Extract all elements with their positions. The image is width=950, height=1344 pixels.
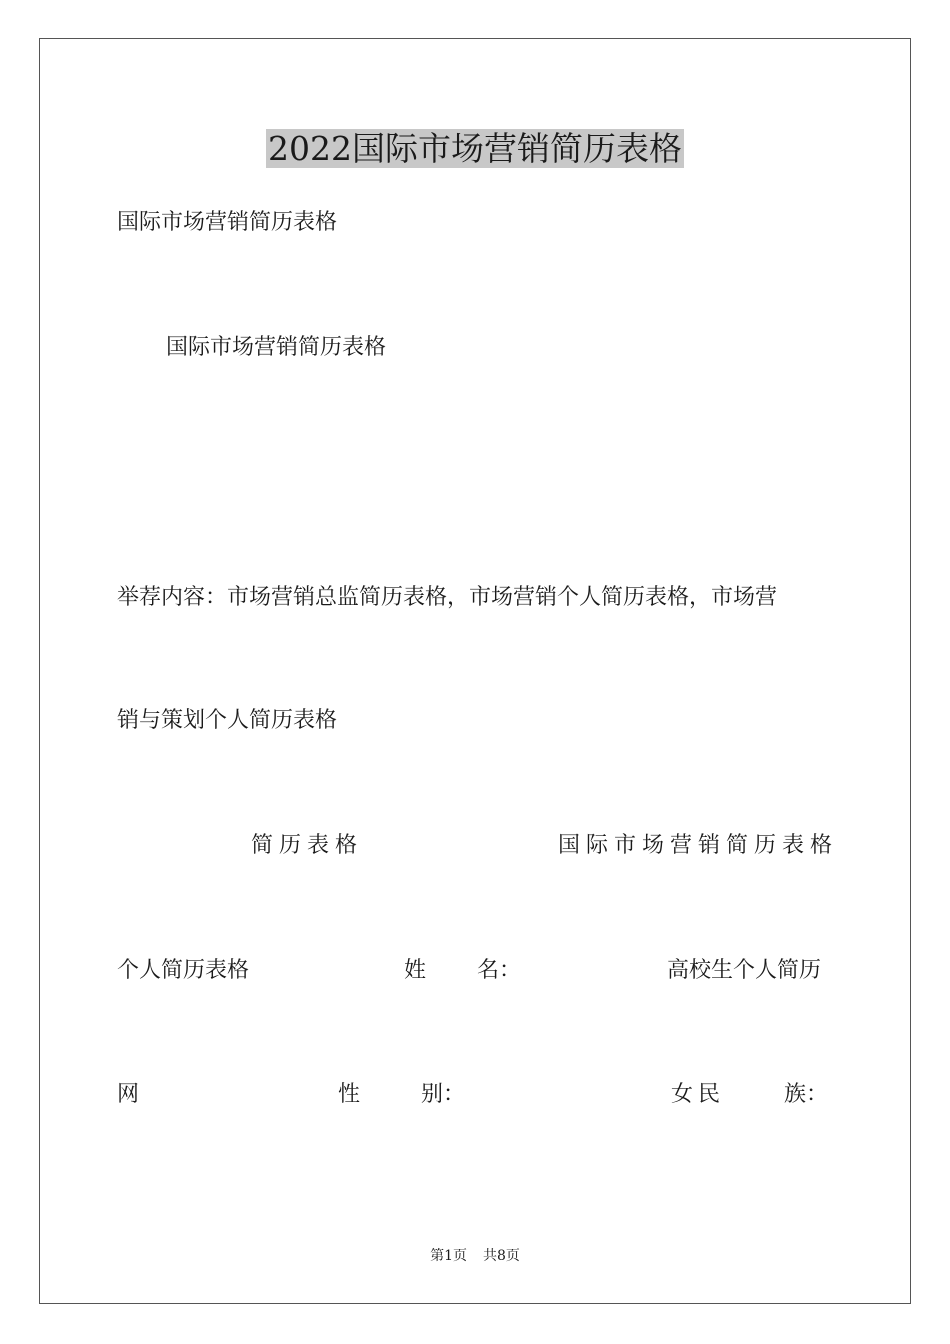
row1-right: 国际市场营销简历表格	[558, 833, 839, 858]
recommend-line-1: 举荐内容：市场营销总监简历表格，市场营销个人简历表格，市场营	[117, 585, 778, 610]
recommend-line-2: 销与策划个人简历表格	[117, 708, 338, 733]
footer-page-number: 第1页	[430, 1248, 467, 1264]
document-title-text: 2022国际市场营销简历表格	[268, 129, 682, 168]
row2-label-surname: 姓	[404, 958, 427, 983]
row3-label-net: 网	[117, 1082, 140, 1107]
page-footer	[0, 1246, 950, 1266]
row2-label-college: 高校生个人简历	[667, 958, 822, 983]
row3-value-female: 女	[671, 1082, 694, 1107]
row3-label-ethnicity: 族：	[784, 1082, 829, 1107]
row3-label-min: 民	[698, 1082, 721, 1107]
row2-label-name: 名：	[477, 958, 522, 983]
document-title	[0, 122, 950, 176]
subtitle-line: 国际市场营销简历表格	[117, 210, 338, 235]
row3-label-gender: 别：	[421, 1082, 466, 1107]
subtitle-indented-line: 国际市场营销简历表格	[166, 335, 387, 360]
row1-left: 简历表格	[251, 833, 364, 858]
footer-total-pages: 共8页	[483, 1248, 520, 1264]
row3-label-sex: 性	[338, 1082, 361, 1107]
row2-label-resume: 个人简历表格	[117, 958, 250, 983]
